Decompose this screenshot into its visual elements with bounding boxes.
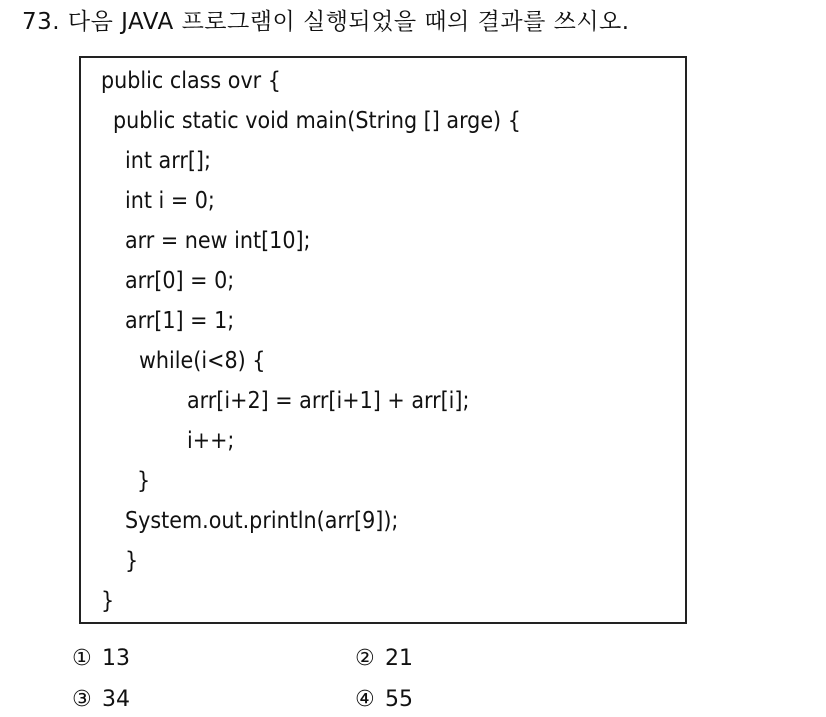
code-line-print-statement: System.out.println(arr[9]); — [125, 508, 399, 534]
code-line-array-declaration: int arr[]; — [125, 148, 211, 174]
code-line-while-loop: while(i<8) { — [139, 348, 266, 374]
code-line-class-declaration: public class ovr { — [101, 68, 281, 94]
choice-4-marker: ④ — [355, 687, 375, 712]
code-line-loop-increment: i++; — [187, 428, 235, 454]
code-box — [79, 56, 687, 624]
code-line-main-method: public static void main(String [] arge) { — [113, 108, 521, 134]
choice-2[interactable] — [355, 644, 413, 674]
choice-3-marker: ③ — [72, 687, 92, 712]
question-text: 73. 다음 JAVA 프로그램이 실행되었을 때의 결과를 쓰시오. — [22, 9, 630, 35]
code-line-arr0-assignment: arr[0] = 0; — [125, 268, 235, 294]
code-line-counter-init: int i = 0; — [125, 188, 215, 214]
choice-3[interactable] — [72, 685, 130, 715]
choice-4-value: 55 — [385, 687, 413, 712]
choice-3-value: 34 — [102, 687, 130, 712]
choice-2-marker: ② — [355, 646, 375, 671]
code-line-main-close: } — [125, 548, 139, 574]
code-line-loop-body-sum: arr[i+2] = arr[i+1] + arr[i]; — [187, 388, 470, 414]
code-line-while-close: } — [137, 468, 151, 494]
code-line-array-allocation: arr = new int[10]; — [125, 228, 311, 254]
choice-1[interactable] — [72, 644, 130, 674]
code-line-arr1-assignment: arr[1] = 1; — [125, 308, 235, 334]
choice-1-value: 13 — [102, 646, 130, 671]
choice-4[interactable] — [355, 685, 413, 715]
choice-1-marker: ① — [72, 646, 92, 671]
choice-2-value: 21 — [385, 646, 413, 671]
code-line-class-close: } — [101, 588, 115, 614]
